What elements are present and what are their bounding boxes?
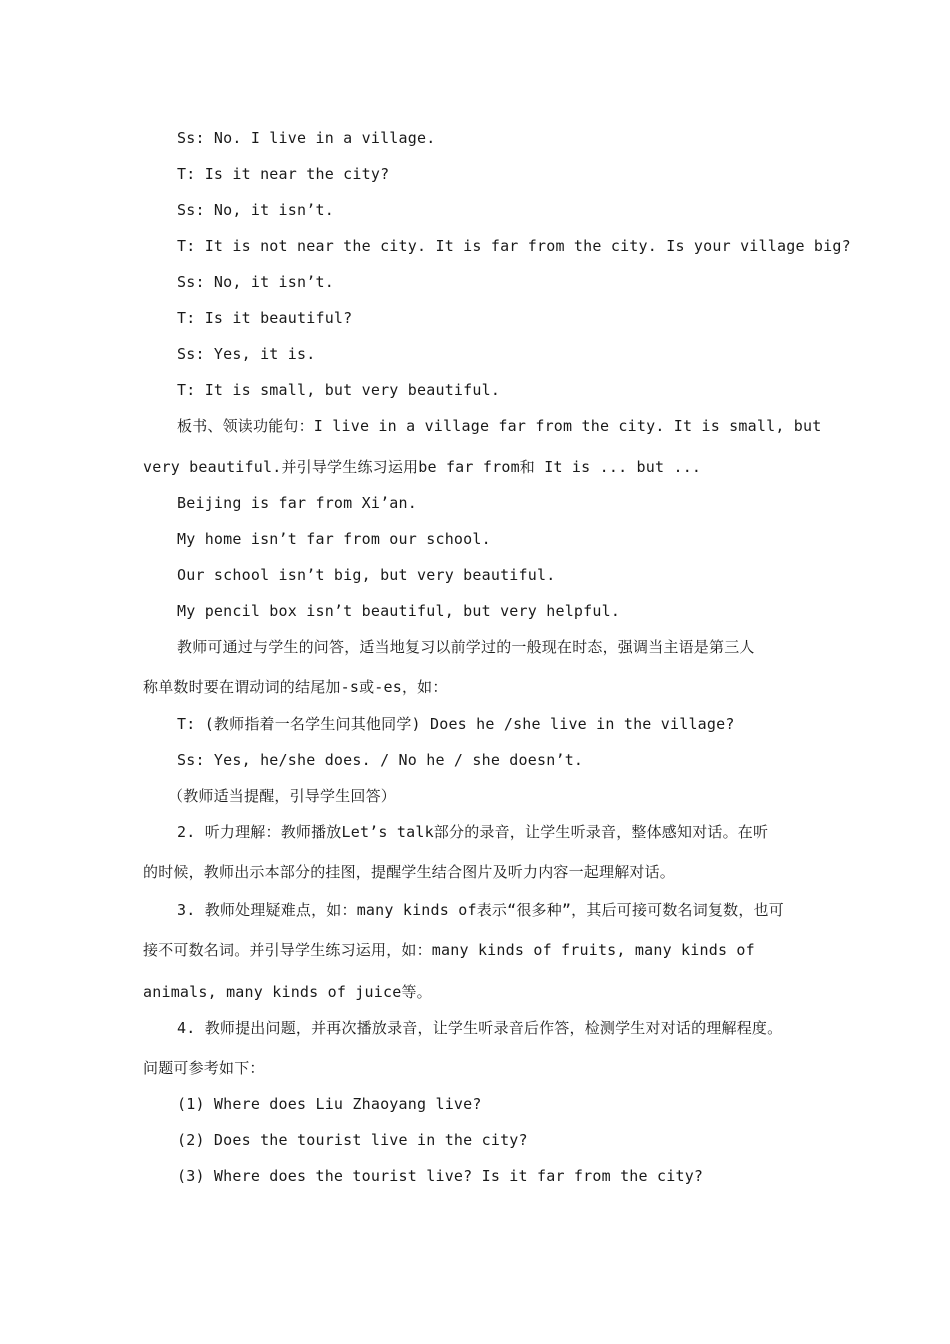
example-sentence: Our school isn’t big, but very beautiful. [177,566,556,584]
paragraph-line: 2. 听力理解：教师播放Let’s talk部分的录音，让学生听录音，整体感知对话。在听 [177,823,769,841]
paragraph-line: 板书、领读功能句：I live in a village far from the city. It is small, but [177,417,822,435]
dialogue-line: T: (教师指着一名学生问其他同学) Does he /she live in the village? [177,715,735,733]
paragraph-line: animals, many kinds of juice等。 [143,983,432,1001]
note-line: （教师适当提醒，引导学生回答） [168,787,397,805]
example-sentence: My pencil box isn’t beautiful, but very helpful. [177,602,621,620]
dialogue-line: Ss: Yes, it is. [177,345,316,363]
dialogue-line: Ss: No. I live in a village. [177,129,436,147]
paragraph-line: 称单数时要在谓动词的结尾加-s或-es，如： [143,678,448,696]
dialogue-line: T: It is small, but very beautiful. [177,381,501,399]
dialogue-line: T: It is not near the city. It is far from the city. Is your village big? [177,237,851,255]
example-sentence: My home isn’t far from our school. [177,530,491,548]
question-item: (2) Does the tourist live in the city? [177,1131,528,1149]
dialogue-line: Ss: No, it isn’t. [177,201,334,219]
paragraph-line: 接不可数名词。并引导学生练习运用，如：many kinds of fruits, many kinds of [143,941,755,959]
question-item: (3) Where does the tourist live? Is it far from the city? [177,1167,704,1185]
paragraph-line: 3. 教师处理疑难点，如：many kinds of表示“很多种”，其后可接可数名词复数，也可 [177,901,784,919]
question-item: (1) Where does Liu Zhaoyang live? [177,1095,482,1113]
paragraph-line: 教师可通过与学生的问答，适当地复习以前学过的一般现在时态，强调当主语是第三人 [177,638,755,656]
paragraph-line: 4. 教师提出问题，并再次播放录音，让学生听录音后作答，检测学生对对话的理解程度。 [177,1019,783,1037]
paragraph-line: 问题可参考如下： [143,1059,265,1077]
dialogue-line: Ss: No, it isn’t. [177,273,334,291]
dialogue-line: T: Is it near the city? [177,165,390,183]
paragraph-line: very beautiful.并引导学生练习运用be far from和 It is ... but ... [143,458,702,476]
example-sentence: Beijing is far from Xi’an. [177,494,417,512]
dialogue-line: Ss: Yes, he/she does. / No he / she doesn’t. [177,751,584,769]
paragraph-line: 的时候，教师出示本部分的挂图，提醒学生结合图片及听力内容一起理解对话。 [143,863,676,881]
dialogue-line: T: Is it beautiful? [177,309,353,327]
